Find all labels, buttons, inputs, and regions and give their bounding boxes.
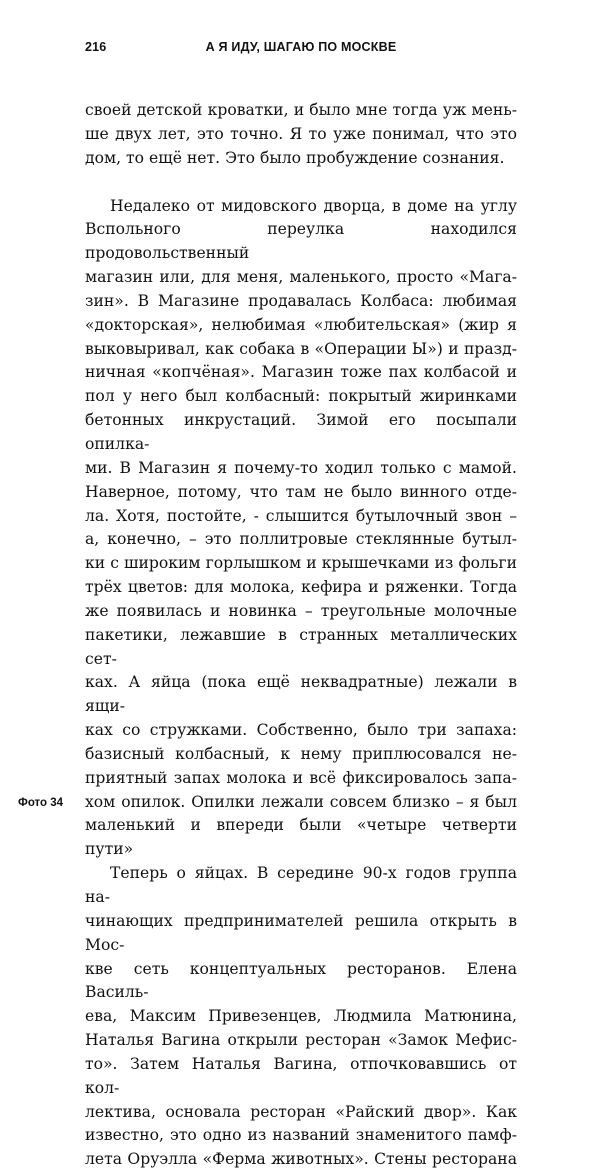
text-line: Наверное, потому, что там не было винного отде- bbox=[85, 482, 517, 501]
text-line: ничная «копчёная». Магазин тоже пах колбасой и bbox=[85, 363, 517, 382]
text-line: бетонных инкрустаций. Зимой его посыпали опилка- bbox=[85, 411, 517, 453]
text-line: же появилась и новинка – треугольные молочные bbox=[85, 601, 517, 620]
text-line: ше двух лет, это точно. Я то уже понимал, что это bbox=[85, 124, 517, 143]
text-line: кве сеть концептуальных ресторанов. Елена Василь- bbox=[85, 959, 517, 1002]
text-line: приятный запах молока и всё фиксировалось запа- bbox=[85, 768, 517, 787]
text-line: чинающих предпринимателей решила открыть в Мос- bbox=[85, 911, 517, 954]
text-line: ках. А яйца (пока ещё неквадратные) лежали в ящи- bbox=[85, 673, 517, 716]
paragraph-3 bbox=[85, 862, 517, 1172]
text-line: ки с широким горлышком и крышечками из фольги bbox=[85, 554, 517, 573]
text-line: известно, это одно из названий знаменитого памф- bbox=[85, 1126, 517, 1145]
text-line: ева, Максим Привезенцев, Людмила Матюнина, bbox=[85, 1007, 517, 1026]
text-line: магазин или, для меня, маленького, просто «Мага- bbox=[85, 268, 517, 287]
text-line: трёх цветов: для молока, кефира и ряженки. Тогда bbox=[85, 578, 517, 597]
text-line: а, конечно, – это поллитровые стеклянные бутыл- bbox=[85, 530, 517, 549]
running-title: А Я ИДУ, ШАГАЮ ПО МОСКВЕ bbox=[205, 40, 397, 54]
text-line: выковыривал, как собака в «Операции Ы») и празд- bbox=[85, 339, 517, 358]
paragraph-1 bbox=[85, 99, 517, 171]
text-line: Теперь о яйцах. В середине 90-х годов группа на- bbox=[85, 864, 517, 906]
text-line: лектива, основала ресторан «Райский двор». Как bbox=[85, 1102, 517, 1121]
text-line: хом опилок. Опилки лежали совсем близко – я был bbox=[85, 792, 517, 811]
text-line: Недалеко от мидовского дворца, в доме на углу bbox=[110, 196, 517, 215]
text-line: дом, то ещё нет. Это было пробуждение сознания. bbox=[85, 148, 505, 167]
body-text bbox=[85, 99, 517, 1172]
text-line: Вспольного переулка находился продовольственный bbox=[85, 220, 517, 263]
text-line: пакетики, лежавшие в странных металлических сет- bbox=[85, 625, 517, 668]
text-line: ла. Хотя, постойте, - слышится бутылочный звон – bbox=[85, 506, 517, 525]
text-line: Наталья Вагина открыли ресторан «Замок Мефис- bbox=[85, 1031, 517, 1050]
text-line: маленький и впереди были «четыре четверти пути» bbox=[85, 816, 517, 859]
text-line: лета Оруэлла «Ферма животных». Стены ресторана bbox=[85, 1150, 517, 1169]
text-line: своей детской кроватки, и было мне тогда уж мень- bbox=[85, 101, 517, 119]
paragraph-2 bbox=[85, 195, 517, 863]
text-line: зин». В Магазине продавалась Колбаса: любимая bbox=[85, 291, 517, 310]
text-line: «докторская», нелюбимая «любительская» (жир я bbox=[85, 315, 517, 334]
page-number: 216 bbox=[85, 40, 107, 54]
text-line: ми. В Магазин я почему-то ходил только с мамой. bbox=[85, 458, 517, 477]
page-header bbox=[85, 40, 517, 60]
photo-reference-note: Фото 34 bbox=[18, 797, 64, 809]
text-line: то». Затем Наталья Вагина, отпочковавшись от кол- bbox=[85, 1054, 517, 1097]
text-line: пол у него был колбасный: покрытый жиринками bbox=[85, 387, 517, 406]
text-line: ках со стружками. Собственно, было три запаха: bbox=[85, 721, 517, 740]
text-line: базисный колбасный, к нему приплюсовался не- bbox=[85, 744, 517, 763]
